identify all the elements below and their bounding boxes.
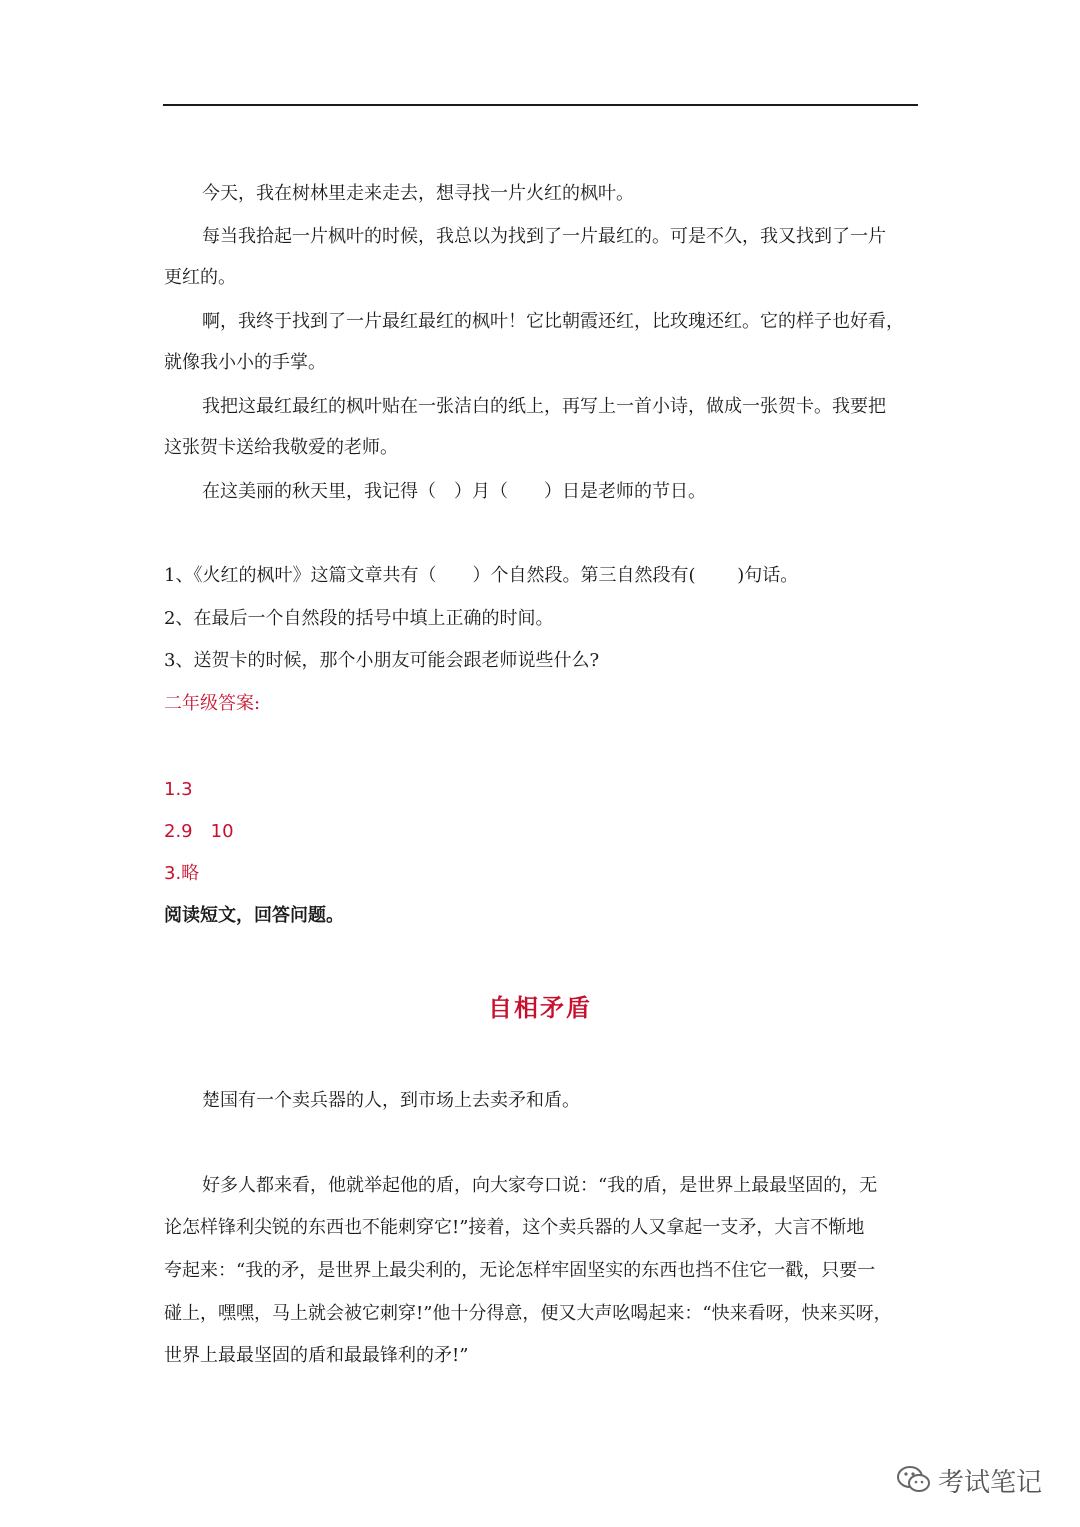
passage2-line-3: 论怎样锋利尖锐的东西也不能刺穿它!”接着，这个卖兵器的人又拿起一支矛，大言不惭地 bbox=[164, 1217, 865, 1238]
question-3: 3、送贺卡的时候，那个小朋友可能会跟老师说些什么? bbox=[164, 650, 600, 671]
passage1-line-7: 这张贺卡送给我敬爱的老师。 bbox=[164, 437, 398, 458]
passage1-line-3: 更红的。 bbox=[164, 267, 236, 288]
passage1-line-4: 啊，我终于找到了一片最红最红的枫叶！它比朝霞还红，比玫瑰还红。它的样子也好看， bbox=[202, 311, 904, 332]
answer-1: 1.3 bbox=[164, 779, 193, 800]
question-1: 1、《火红的枫叶》这篇文章共有（ ）个自然段。第三自然段有( )句话。 bbox=[164, 565, 799, 586]
passage2-line-5: 碰上，嘿嘿，马上就会被它刺穿!”他十分得意，便又大声吆喝起来：“快来看呀，快来买呀， bbox=[164, 1303, 892, 1324]
answers-heading: 二年级答案: bbox=[164, 693, 261, 714]
passage2-line-1: 楚国有一个卖兵器的人，到市场上去卖矛和盾。 bbox=[202, 1090, 580, 1111]
passage1-line-8: 在这美丽的秋天里，我记得（ ）月（ ）日是老师的节日。 bbox=[202, 481, 706, 502]
answer-2: 2.9 10 bbox=[164, 821, 234, 842]
wechat-icon bbox=[896, 1464, 932, 1496]
watermark bbox=[896, 1460, 1042, 1500]
passage2-line-4: 夸起来：“我的矛，是世界上最尖利的，无论怎样牢固坚实的东西也挡不住它一戳，只要一 bbox=[164, 1260, 876, 1281]
passage1-line-5: 就像我小小的手掌。 bbox=[164, 352, 326, 373]
passage1-line-1: 今天，我在树林里走来走去，想寻找一片火红的枫叶。 bbox=[202, 183, 634, 204]
question-2: 2、在最后一个自然段的括号中填上正确的时间。 bbox=[164, 608, 554, 629]
passage2-title: 自相矛盾 bbox=[488, 993, 592, 1022]
reading-instruction: 阅读短文，回答问题。 bbox=[164, 905, 344, 926]
answer-3: 3.略 bbox=[164, 863, 200, 884]
watermark-text: 考试笔记 bbox=[938, 1467, 1043, 1498]
passage2-line-2: 好多人都来看，他就举起他的盾，向大家夸口说：“我的盾，是世界上最最坚固的，无 bbox=[202, 1175, 878, 1196]
passage1-line-2: 每当我拾起一片枫叶的时候，我总以为找到了一片最红的。可是不久，我又找到了一片 bbox=[202, 226, 886, 247]
header-rule bbox=[163, 104, 918, 106]
passage1-line-6: 我把这最红最红的枫叶贴在一张洁白的纸上，再写上一首小诗，做成一张贺卡。我要把 bbox=[202, 396, 886, 417]
passage2-line-6: 世界上最最坚固的盾和最最锋利的矛!” bbox=[164, 1345, 469, 1366]
